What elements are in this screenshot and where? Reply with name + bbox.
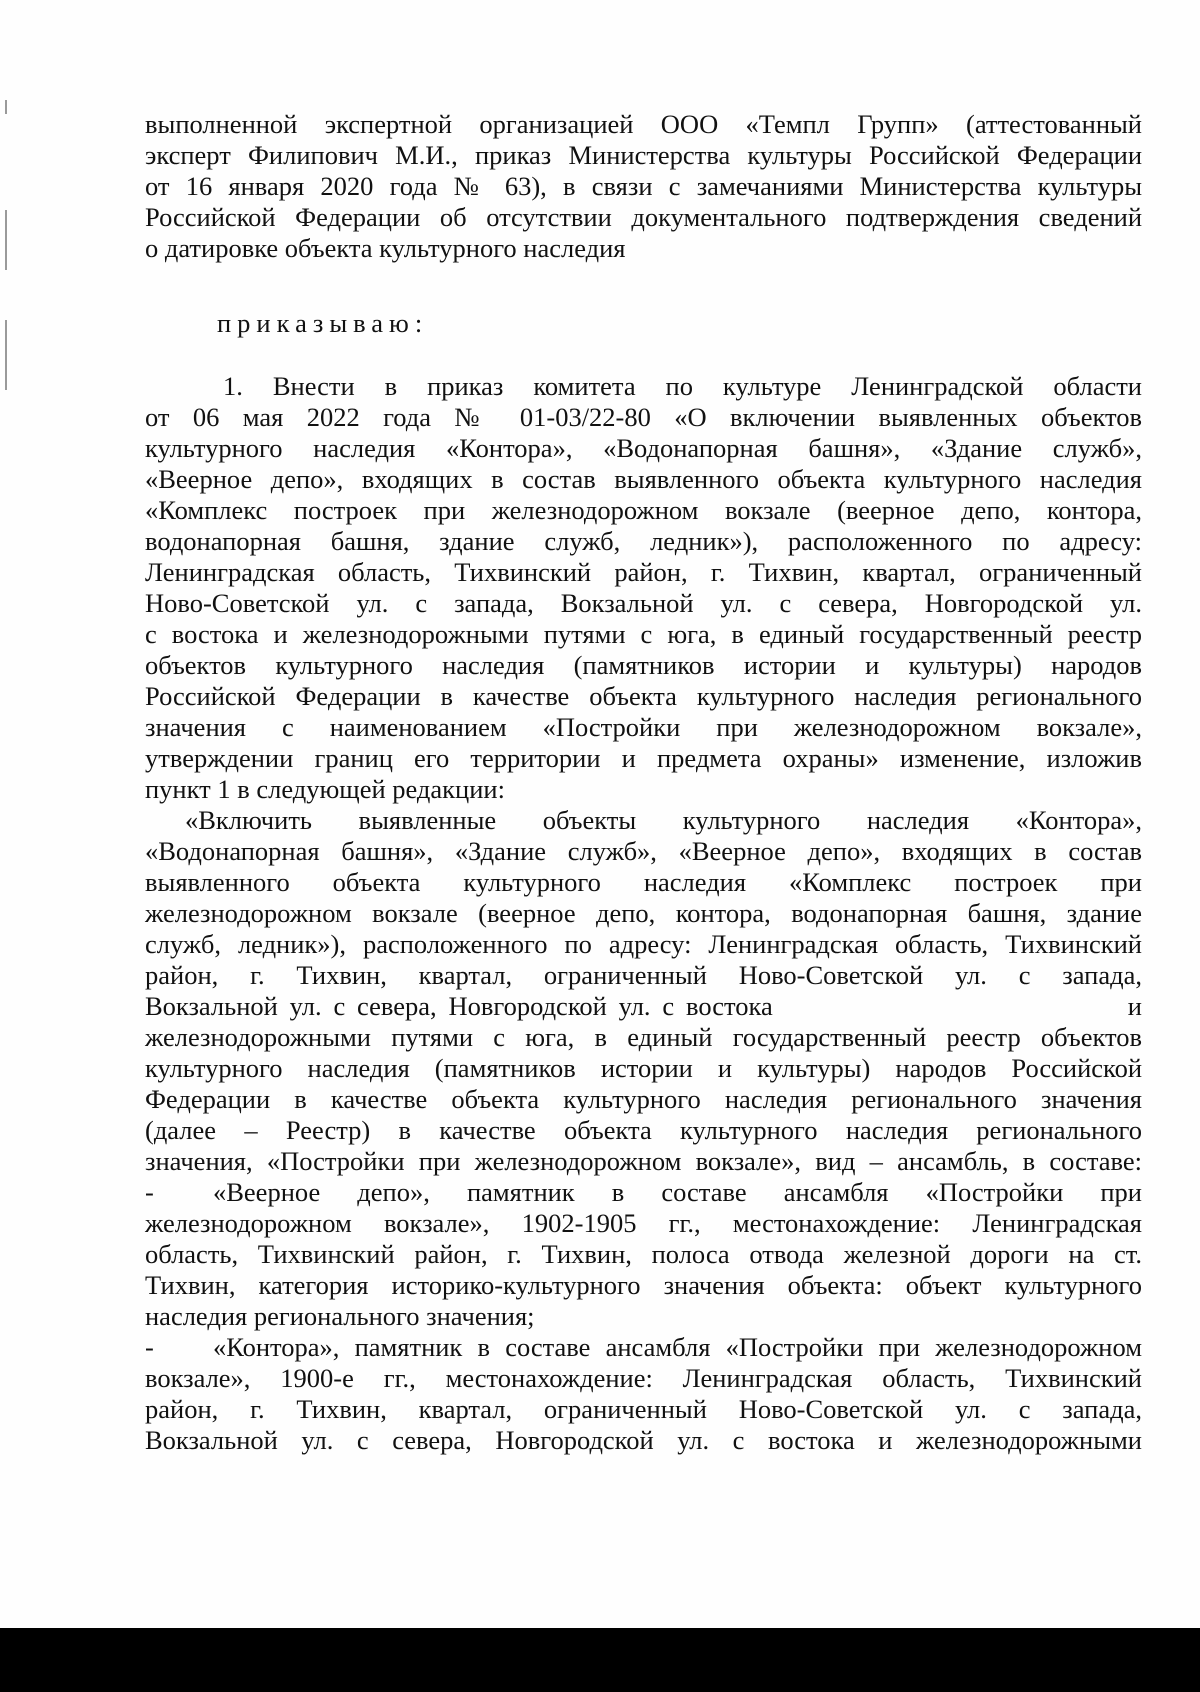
text-line: район, г. Тихвин, квартал, ограниченный Ново-Советской ул. с запада, <box>145 1394 1142 1424</box>
text-line: служб, ледник»), расположенного по адресу: Ленинградская область, Тихвинский <box>145 929 1142 959</box>
text-line: значения, «Постройки при железнодорожном вокзале», вид – ансамбль, в составе: <box>145 1146 1142 1176</box>
text-line: «Веерное депо», входящих в состав выявленного объекта культурного наследия <box>145 464 1142 494</box>
text-line: (далее – Реестр) в качестве объекта культурного наследия регионального <box>145 1115 1142 1145</box>
quoted-paragraph <box>145 805 1142 1177</box>
text-line: объектов культурного наследия (памятников истории и культуры) народов <box>145 650 1142 680</box>
text-line: область, Тихвинский район, г. Тихвин, полоса отвода железной дороги на ст. <box>145 1239 1142 1269</box>
text-line: от 06 мая 2022 года № 01-03/22-80 «О включении выявленных объектов <box>145 402 1142 432</box>
text-line: железнодорожном вокзале», 1902-1905 гг., местонахождение: Ленинградская <box>145 1208 1142 1238</box>
text-line: значения с наименованием «Постройки при железнодорожном вокзале», <box>145 712 1142 742</box>
list-item-office <box>145 1332 1142 1456</box>
text-line: водонапорная башня, здание служб, ледник»), расположенного по адресу: <box>145 526 1142 556</box>
text-line: Ново-Советской ул. с запада, Вокзальной ул. с севера, Новгородской ул. <box>145 588 1142 618</box>
spacer <box>145 264 1142 308</box>
text-line: «Веерное депо», памятник в составе ансамбля «Постройки при <box>213 1177 1142 1207</box>
text-line: наследия регионального значения; <box>145 1301 535 1331</box>
order-heading: приказываю: <box>217 308 429 338</box>
intro-paragraph <box>145 109 1142 264</box>
text-line: Российской Федерации об отсутствии документального подтверждения сведений <box>145 202 1142 232</box>
text-line: вокзале», 1900-е гг., местонахождение: Ленинградская область, Тихвинский <box>145 1363 1142 1393</box>
list-dash: - <box>145 1177 154 1207</box>
text-line: Вокзальной ул. с севера, Новгородской ул. с востока и железнодорожными <box>145 1425 1142 1455</box>
spacer <box>145 339 1142 371</box>
text-line: эксперт Филипович М.И., приказ Министерства культуры Российской Федерации <box>145 140 1142 170</box>
text-line: пункт 1 в следующей редакции: <box>145 774 505 804</box>
text-line: Вокзальной ул. с севера, Новгородской ул. с востока и <box>145 991 1142 1021</box>
scan-margin-mark <box>5 210 7 270</box>
text-line: Ленинградская область, Тихвинский район, г. Тихвин, квартал, ограниченный <box>145 557 1142 587</box>
list-item-depot <box>145 1177 1142 1332</box>
scan-margin-mark <box>5 320 7 390</box>
text-line: выполненной экспертной организацией ООО «Темпл Групп» (аттестованный <box>145 109 1142 139</box>
text-line: Тихвин, категория историко-культурного значения объекта: объект культурного <box>145 1270 1142 1300</box>
text-line: «Контора», памятник в составе ансамбля «Постройки при железнодорожном <box>213 1332 1142 1362</box>
text-line: Российской Федерации в качестве объекта культурного наследия регионального <box>145 681 1142 711</box>
text-line: «Комплекс построек при железнодорожном вокзале (веерное депо, контора, <box>145 495 1142 525</box>
list-item-first-line <box>145 1177 1142 1208</box>
text-line: с востока и железнодорожными путями с юга, в единый государственный реестр <box>145 619 1142 649</box>
scan-margin-mark <box>5 100 7 114</box>
text-line: железнодорожными путями с юга, в единый государственный реестр объектов <box>145 1022 1142 1052</box>
text-line: культурного наследия (памятников истории и культуры) народов Российской <box>145 1053 1142 1083</box>
item-1-paragraph <box>145 371 1142 805</box>
text-line: «Включить выявленные объекты культурного наследия «Контора», <box>185 805 1142 835</box>
text-line: железнодорожном вокзале (веерное депо, контора, водонапорная башня, здание <box>145 898 1142 928</box>
text-line: культурного наследия «Контора», «Водонапорная башня», «Здание служб», <box>145 433 1142 463</box>
text-line: утверждении границ его территории и предмета охраны» изменение, изложив <box>145 743 1142 773</box>
text-line: «Водонапорная башня», «Здание служб», «Веерное депо», входящих в состав <box>145 836 1142 866</box>
list-dash: - <box>145 1332 154 1362</box>
text-line: от 16 января 2020 года № 63), в связи с замечаниями Министерства культуры <box>145 171 1142 201</box>
document-body <box>145 109 1142 1456</box>
text-line: о датировке объекта культурного наследия <box>145 233 626 263</box>
text-line: выявленного объекта культурного наследия «Комплекс построек при <box>145 867 1142 897</box>
list-item-first-line <box>145 1332 1142 1363</box>
text-line: Федерации в качестве объекта культурного наследия регионального значения <box>145 1084 1142 1114</box>
scan-bottom-edge <box>0 1628 1200 1692</box>
text-line: 1. Внести в приказ комитета по культуре Ленинградской области <box>223 371 1142 401</box>
text-line: район, г. Тихвин, квартал, ограниченный Ново-Советской ул. с запада, <box>145 960 1142 990</box>
